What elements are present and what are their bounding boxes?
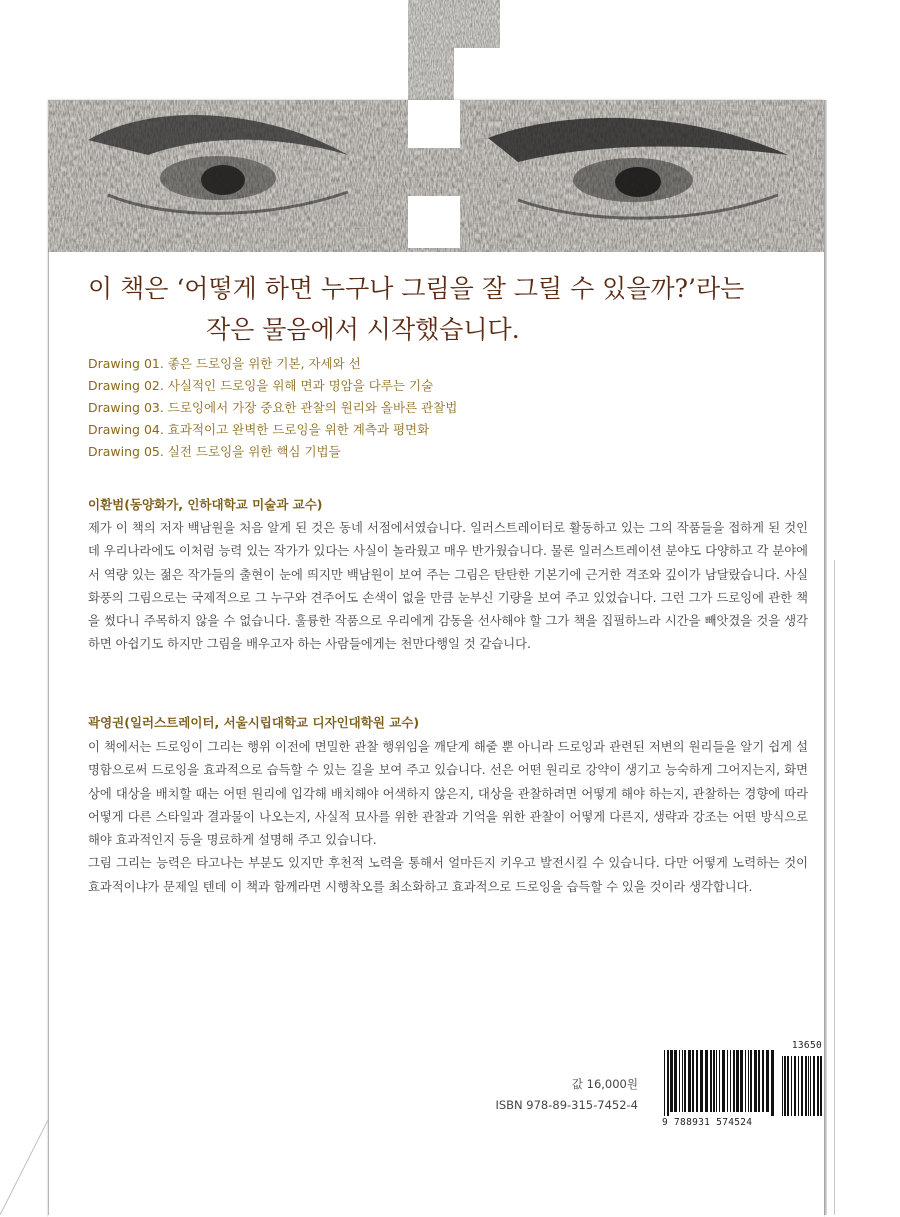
toc-item: Drawing 02. 사실적인 드로잉을 위해 면과 명암을 다루는 기술: [88, 378, 434, 393]
barcode-bar: [705, 1050, 708, 1112]
barcode-addon-bar: [794, 1056, 796, 1116]
reviewer-2-text: [88, 736, 808, 899]
headline-line-2: 작은 물음에서 시작했습니다.: [206, 315, 520, 344]
cover-illustration-top: [408, 0, 500, 100]
barcode-addon-bar: [791, 1056, 792, 1116]
barcode-bar: [745, 1050, 746, 1112]
price-block: [488, 1074, 638, 1116]
barcode-bar: [679, 1050, 680, 1112]
book-page-edge-outer: [834, 560, 835, 1215]
barcode-bar: [716, 1050, 717, 1112]
barcode-bar: [736, 1050, 739, 1112]
toc-item: Drawing 03. 드로잉에서 가장 중요한 관찰의 원리와 올바른 관찰법: [88, 400, 458, 415]
barcode-addon-bar: [801, 1056, 803, 1116]
barcode-addon-number: 13650: [791, 1040, 822, 1051]
barcode-bar: [762, 1050, 764, 1112]
barcode-addon-bar: [784, 1056, 786, 1116]
book-spine-edge: [48, 100, 49, 1215]
barcode-bar: [700, 1050, 703, 1112]
barcode-addon-bar: [782, 1056, 783, 1116]
barcode-bar: [682, 1050, 683, 1112]
barcode-bar: [684, 1050, 686, 1112]
barcode-bar: [667, 1050, 669, 1116]
barcode-bar: [758, 1050, 760, 1112]
barcode-bar: [733, 1050, 735, 1112]
barcode-addon-bar: [820, 1056, 822, 1116]
barcode-bar: [688, 1050, 691, 1112]
barcode-bar: [771, 1050, 774, 1116]
barcode-bar: [740, 1050, 743, 1112]
barcode-bar: [696, 1050, 698, 1112]
barcode-addon-bar: [808, 1056, 809, 1116]
barcode-addon-bar: [810, 1056, 811, 1116]
cover-illustration-eyes: [48, 100, 824, 252]
barcode-addon-bar: [787, 1056, 789, 1116]
barcode-addon-bar: [817, 1056, 819, 1116]
barcode-bar: [750, 1050, 752, 1112]
toc-item: Drawing 01. 좋은 드로잉을 위한 기본, 자세와 선: [88, 356, 361, 371]
headline: [88, 268, 808, 350]
reviewer-2-name: 곽영권(일러스트레이터, 서울시립대학교 디자인대학원 교수): [88, 715, 420, 730]
barcode-bar: [692, 1050, 694, 1112]
book-page-edge: [824, 100, 827, 1215]
barcode-bar: [710, 1050, 712, 1112]
toc-item: Drawing 04. 효과적이고 완벽한 드로잉을 위한 계측과 평면화: [88, 422, 430, 437]
barcode-bar: [766, 1050, 769, 1112]
reviewer-1-text: [88, 517, 808, 657]
review-paragraph: 이 책에서는 드로잉이 그리는 행위 이전에 면밀한 관찰 행위임을 깨닫게 해줄 뿐 아니라 드로잉과 관련된 저변의 원리들을 알기 쉽게 설명함으로써 드로잉을 효과적으로 습득할 수 있는 길을 보여 주고 있습니다. 선은 어떤 원리로 강약이 생기고 능숙하게 그어지는지, 화면상에 대상을 배치할 때는 어떤 원리에 입각해 배치해야 어색하지 않은지, 대상을 관찰하려면 어떻게 해야 하는지, 관찰하는 경향에 따라 어떻게 다른 스타일과 결과물이 나오는지, 사실적 묘사를 위한 관찰과 기억을 위한 관찰이 어떻게 다른지, 생략과 강조는 어떤 방식으로 해야 효과적인지 등을 명료하게 설명해 주고 있습니다.: [88, 740, 808, 848]
toc-item: Drawing 05. 실전 드로잉을 위한 핵심 기법들: [88, 444, 341, 459]
barcode-number: 9 788931 574524: [662, 1117, 753, 1128]
barcode-bar: [664, 1050, 665, 1116]
barcode-bar: [748, 1050, 749, 1112]
price: 값 16,000원: [571, 1077, 638, 1091]
headline-line-1: 이 책은 ‘어떻게 하면 누구나 그림을 잘 그릴 수 있을까?’라는: [88, 274, 745, 303]
review-paragraph: 그림 그리는 능력은 타고나는 부분도 있지만 후천적 노력을 통해서 얼마든지 키우고 발전시킬 수 있습니다. 다만 어떻게 노력하는 것이 효과적이냐가 문제일 텐데 이 책과 함께라면 시행착오를 최소화하고 효과적으로 드로잉을 습득할 수 있을 것이라 생각합니다.: [88, 856, 808, 894]
isbn: ISBN 978-89-315-7452-4: [495, 1098, 638, 1112]
isbn-barcode: [662, 1050, 824, 1118]
table-of-contents: [88, 353, 457, 463]
barcode-addon-bar: [798, 1056, 799, 1116]
barcode-bar: [730, 1050, 731, 1112]
barcode-bar: [713, 1050, 715, 1112]
barcode-bar: [754, 1050, 757, 1112]
barcode-bar: [722, 1050, 725, 1112]
barcode-bar: [727, 1050, 728, 1112]
barcode-bar: [674, 1050, 677, 1112]
barcode-bar: [670, 1050, 673, 1112]
page-fold-mark: [0, 1120, 60, 1215]
barcode-addon-bar: [805, 1056, 807, 1116]
review-paragraph: 제가 이 책의 저자 백남원을 처음 알게 된 것은 동네 서점에서였습니다. 일러스트레이터로 활동하고 있는 그의 작품들을 접하게 된 것인데 우리나라에도 이처럼 능력 있는 작가가 있다는 사실이 놀라웠고 매우 반가웠습니다. 물론 일러스트레이션 분야도 다양하고 각 분야에서 역량 있는 젊은 작가들의 출현이 눈에 띄지만 백남원이 보여 주는 그림은 탄탄한 기본기에 근거한 격조와 깊이가 남달랐습니다. 사실화풍의 그림으로는 국제적으로 그 누구와 견주어도 손색이 없을 만큼 눈부신 기량을 보여 주고 있었습니다. 그런 그가 드로잉에 관한 책을 썼다니 주목하지 않을 수 없습니다. 훌륭한 작품으로 우리에게 감동을 선사해야 할 그가 책을 집필하느라 시간을 빼앗겼을 것을 생각하면 아쉽기도 하지만 그림을 배우고자 하는 사람들에게는 천만다행일 것 같습니다.: [88, 521, 808, 652]
barcode-addon-bar: [813, 1056, 815, 1116]
reviewer-1-name: 이환범(동양화가, 인하대학교 미술과 교수): [88, 497, 323, 512]
barcode-bar: [719, 1050, 720, 1112]
